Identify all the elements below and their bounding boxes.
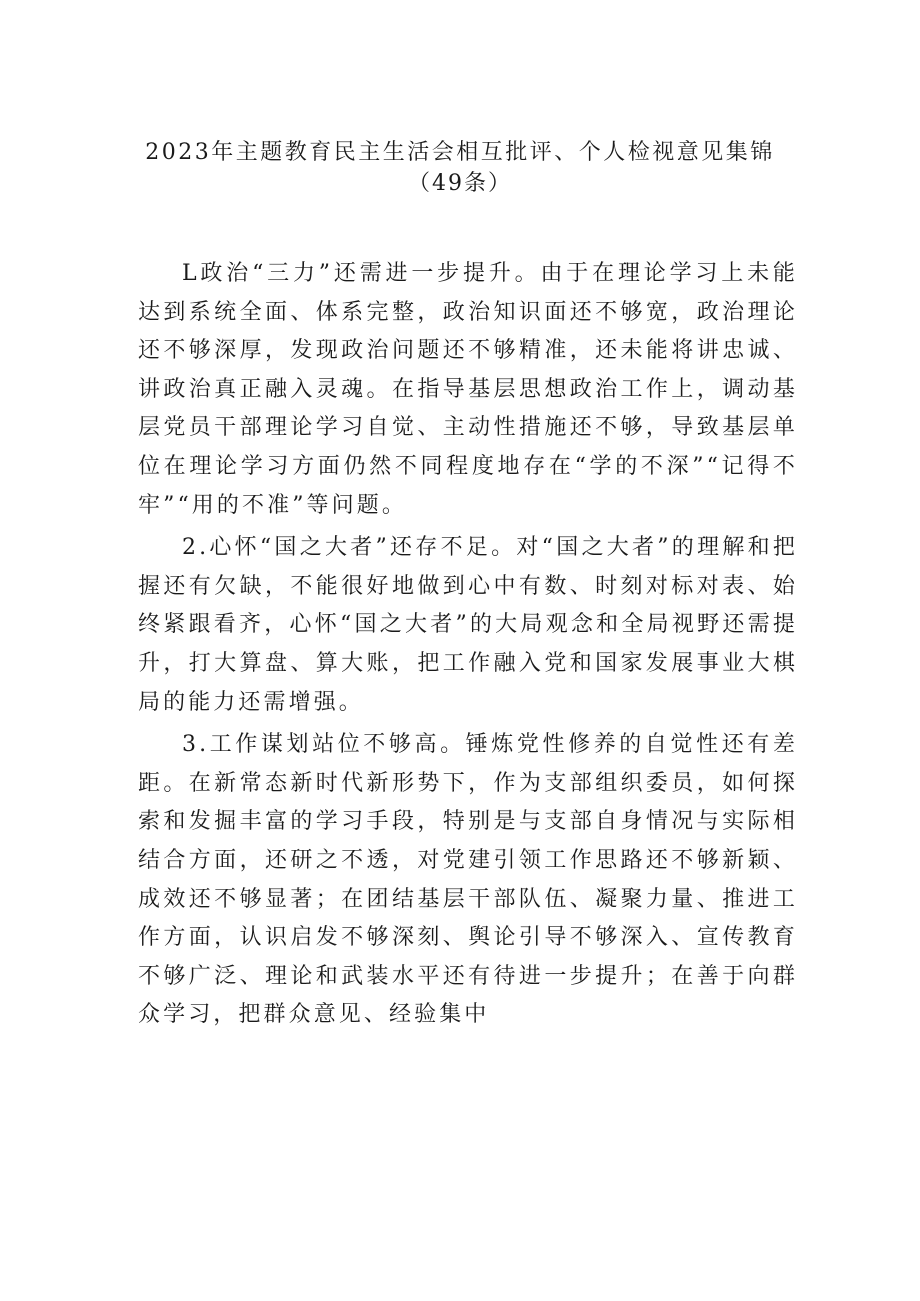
document-title: 2023年主题教育民主生活会相互批评、个人检视意见集锦 bbox=[145, 140, 775, 165]
document-subtitle: （49条） bbox=[408, 171, 512, 196]
paragraph-1: L政治“三力”还需进一步提升。由于在理论学习上未能达到系统全面、体系完整，政治知识面还不够宽，政治理论还不够深厚，发现政治问题还不够精准，还未能将讲忠诚、讲政治真正融入灵魂。在指导基层思想政治工作上，调动基层党员干部理论学习自觉、主动性措施还不够，导致基层单位在理论学习方面仍然不同程度地存在“学的不深”“记得不牢”“用的不准”等问题。 bbox=[138, 261, 798, 518]
paragraph-2: 2.心怀“国之大者”还存不足。对“国之大者”的理解和把握还有欠缺，不能很好地做到心中有数、时刻对标对表、始终紧跟看齐，心怀“国之大者”的大局观念和全局视野还需提升，打大算盘、算大账，把工作融入党和国家发展事业大棋局的能力还需增强。 bbox=[138, 535, 798, 715]
paragraph-3: 3.工作谋划站位不够高。锤炼党性修养的自觉性还有差距。在新常态新时代新形势下，作为支部组织委员，如何探索和发掘丰富的学习手段，特别是与支部自身情况与实际相结合方面，还研之不透，对党建引领工作思路还不够新颖、成效还不够显著；在团结基层干部队伍、凝聚力量、推进工作方面，认识启发不够深刻、舆论引导不够深入、宣传教育不够广泛、理论和武装水平还有待进一步提升；在善于向群众学习，把群众意见、经验集中 bbox=[138, 732, 798, 1028]
document-body bbox=[138, 255, 798, 1035]
